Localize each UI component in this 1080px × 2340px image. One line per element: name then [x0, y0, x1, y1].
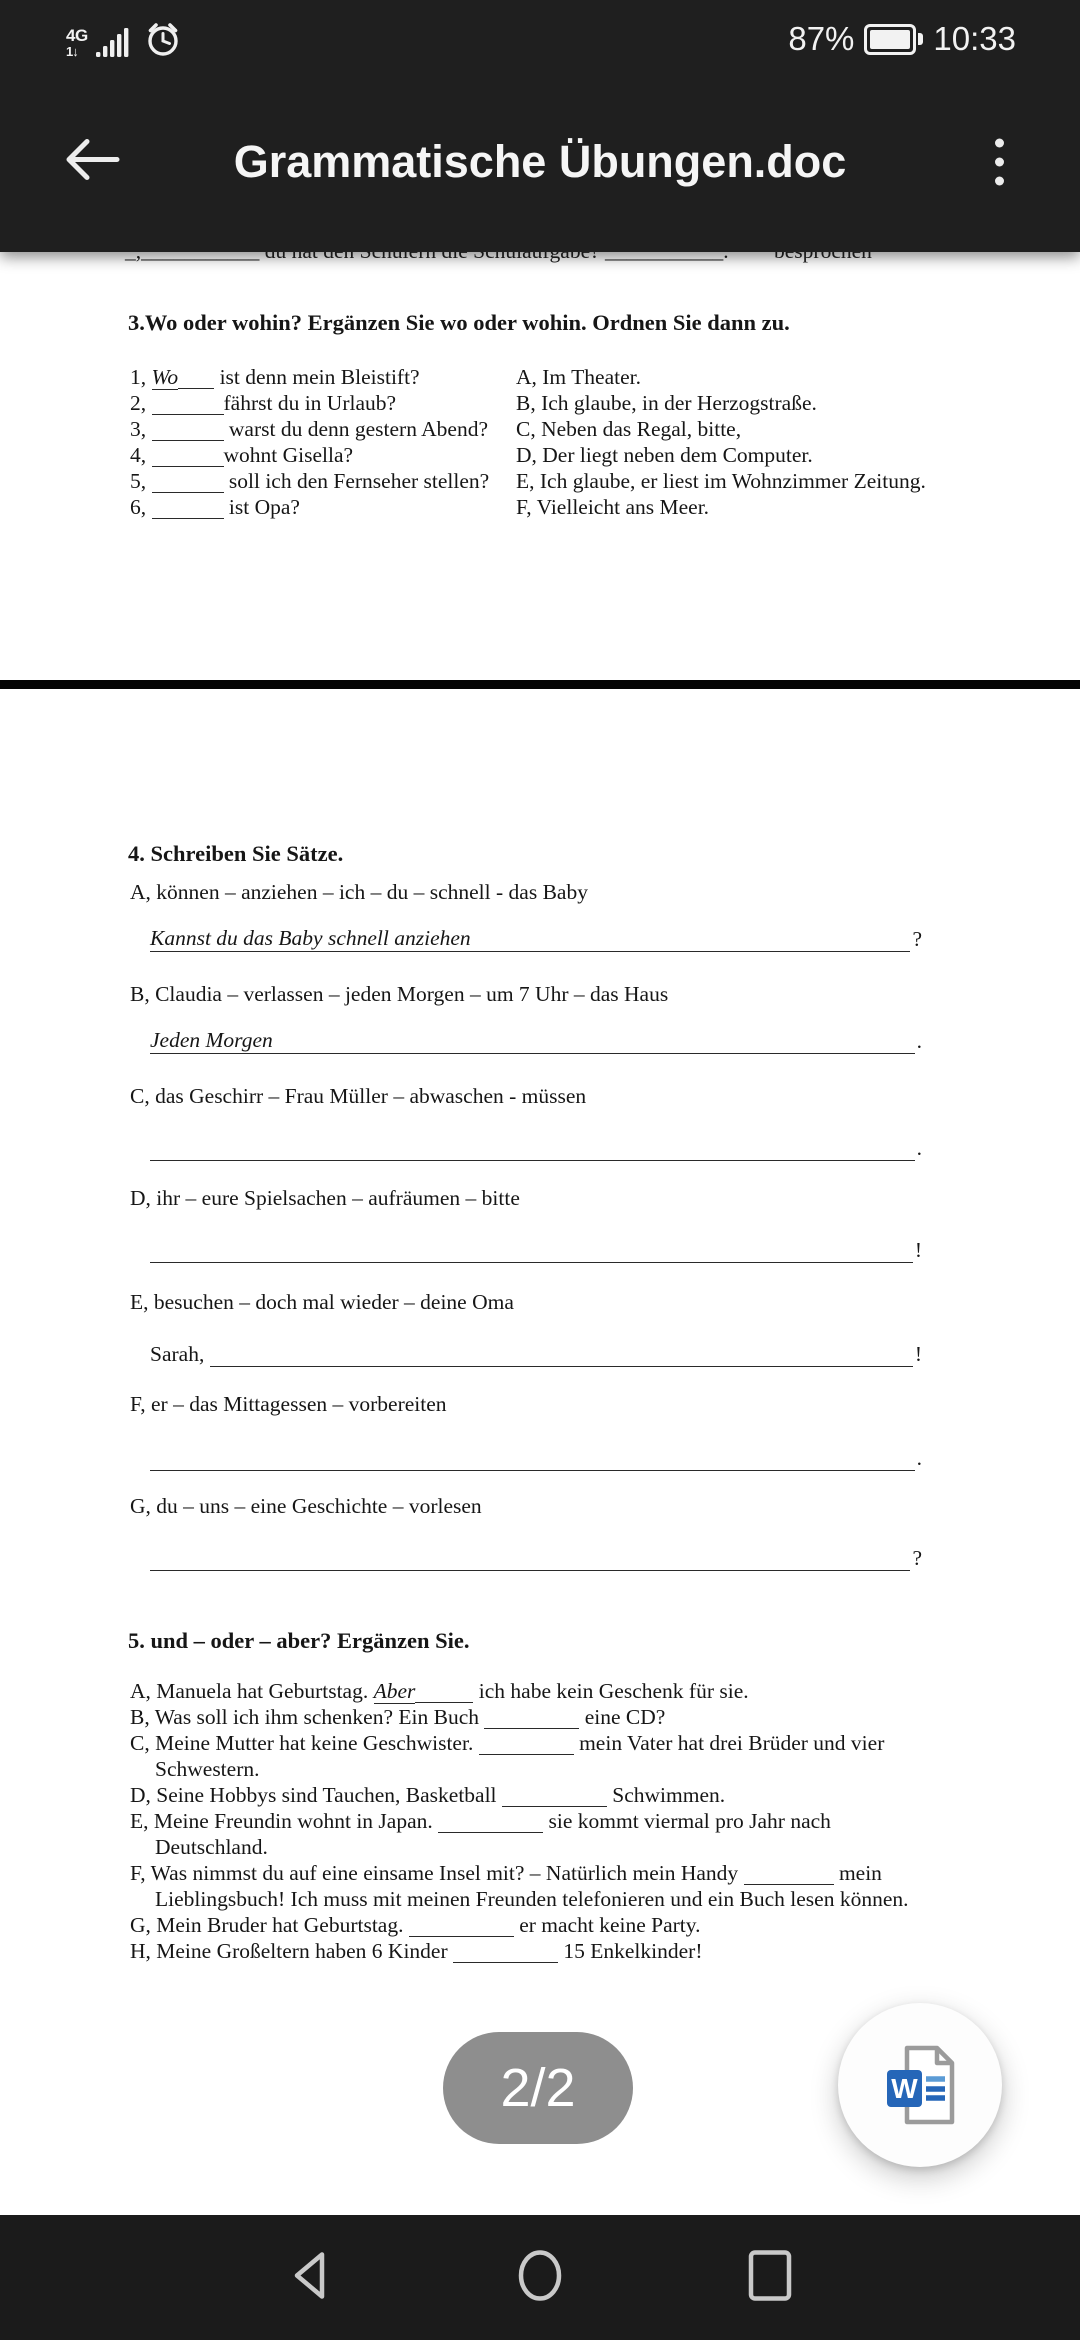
sentence-item: [0, 1186, 1080, 1270]
handwritten-answer: Aber: [373, 1679, 416, 1703]
handwritten-answer: Kannst du das Baby schnell anziehen: [150, 926, 471, 950]
section3-question-list: [130, 364, 489, 520]
section3-heading: 3.Wo oder wohin? Ergänzen Sie wo oder wohin. Ordnen Sie dann zu.: [128, 310, 790, 335]
menu-dot: [995, 157, 1004, 166]
page-indicator: [443, 2032, 633, 2144]
battery-percent-label: 87%: [788, 20, 855, 57]
sentence-item: [0, 1290, 1080, 1374]
fill-in-line: G, Mein Bruder hat Geburtstag. er macht keine Party.: [130, 1913, 701, 1937]
answer-write-line: [150, 926, 922, 952]
answer-write-line: [150, 1028, 922, 1054]
navigation-bar: [0, 2215, 1080, 2340]
question-row: 2, fährst du in Urlaub?: [130, 391, 397, 415]
nav-home-button[interactable]: [515, 2247, 565, 2308]
blank-line: [273, 1046, 915, 1054]
fill-in-line: C, Meine Mutter hat keine Geschwister. mein Vater hat drei Brüder und vier: [130, 1731, 885, 1755]
blank-line: [210, 1359, 913, 1367]
blank-line: [152, 475, 224, 493]
fill-in-line: Lieblingsbuch! Ich muss mit meinen Freunden telefonieren und ein Buch lesen können.: [155, 1887, 909, 1911]
battery-icon: [864, 24, 923, 55]
fill-in-line: B, Was soll ich ihm schenken? Ein Buch eine CD?: [130, 1705, 666, 1729]
sentence-prompt: G, du – uns – eine Geschichte – vorlesen: [130, 1494, 482, 1518]
clock-label: 10:33: [933, 20, 1016, 57]
open-in-word-fab[interactable]: [838, 2003, 1002, 2167]
blank-line: [744, 1867, 834, 1885]
answer-row: E, Ich glaube, er liest im Wohnzimmer Zeitung.: [516, 469, 926, 493]
menu-dot: [995, 138, 1004, 147]
question-row: 6, ist Opa?: [130, 495, 300, 519]
answer-row: D, Der liegt neben dem Computer.: [516, 443, 813, 467]
section5-heading: 5. und – oder – aber? Ergänzen Sie.: [128, 1628, 470, 1653]
clipped-text-line: [0, 252, 1080, 265]
answer-punctuation: .: [916, 1029, 922, 1053]
question-row: 3, warst du denn gestern Abend?: [130, 417, 488, 441]
answer-punctuation: .: [916, 1136, 922, 1160]
section5-line-list: [130, 1678, 909, 1964]
signal-strength-icon: [96, 27, 130, 58]
nav-back-button[interactable]: [286, 2248, 334, 2307]
sentence-prompt: B, Claudia – verlassen – jeden Morgen – um 7 Uhr – das Haus: [130, 982, 669, 1006]
question-row: 1, Wo ist denn mein Bleistift?: [130, 365, 420, 389]
blank-line: [152, 501, 224, 519]
sentence-item: [0, 1494, 1080, 1578]
answer-punctuation: !: [914, 1342, 922, 1366]
fill-in-line: Deutschland.: [155, 1835, 268, 1859]
network-type-label: 4G: [66, 26, 88, 45]
answer-row: F, Vielleicht ans Meer.: [516, 495, 710, 519]
blank-line: [453, 1945, 558, 1963]
status-right-cluster: [788, 20, 1016, 58]
fill-in-line: Schwestern.: [155, 1757, 260, 1781]
blank-line: [438, 1815, 543, 1833]
blank-line: [150, 1463, 915, 1471]
app-header: [0, 0, 1080, 252]
answer-row: A, Im Theater.: [516, 365, 641, 389]
recents-square-icon: [745, 2247, 795, 2303]
answer-write-line: [150, 1546, 922, 1571]
blank-line: [152, 423, 224, 441]
blank-line: [152, 397, 224, 415]
overflow-menu-button[interactable]: [985, 124, 1014, 199]
sentence-item: [0, 982, 1080, 1066]
network-type-indicator: [66, 27, 88, 58]
sentence-prompt: A, können – anziehen – ich – du – schnell - das Baby: [130, 880, 588, 904]
fill-in-line: H, Meine Großeltern haben 6 Kinder 15 Enkelkinder!: [130, 1939, 703, 1963]
blank-line: [502, 1789, 607, 1807]
answer-punctuation: .: [916, 1446, 922, 1470]
word-letter: W: [891, 2073, 918, 2104]
sentence-item: [0, 1392, 1080, 1476]
answer-write-line: [150, 1136, 922, 1161]
blank-line: [178, 371, 214, 389]
blank-line: [415, 1685, 473, 1703]
answer-row: B, Ich glaube, in der Herzogstraße.: [516, 391, 817, 415]
blank-line: [152, 449, 224, 467]
sim-data-arrow-label: 1↓: [66, 44, 78, 59]
blank-line: [150, 1255, 913, 1263]
status-bar: [0, 0, 1080, 66]
home-circle-icon: [515, 2247, 565, 2303]
back-arrow-icon: [62, 136, 122, 182]
nav-recents-button[interactable]: [745, 2247, 795, 2308]
menu-dot: [995, 176, 1004, 185]
question-row: 5, soll ich den Fernseher stellen?: [130, 469, 490, 493]
answer-write-line: [150, 1238, 922, 1263]
answer-row: C, Neben das Regal, bitte,: [516, 417, 742, 441]
document-title: Grammatische Übungen.doc: [233, 135, 847, 187]
handwritten-answer: Jeden Morgen: [150, 1028, 273, 1052]
status-left-cluster: [66, 20, 182, 58]
sentence-prompt: F, er – das Mittagessen – vorbereiten: [130, 1392, 447, 1416]
sentence-prompt: E, besuchen – doch mal wieder – deine Oma: [130, 1290, 514, 1314]
page-indicator-label: 2/2: [500, 2058, 576, 2118]
answer-punctuation: !: [914, 1238, 922, 1262]
answer-prefix: Sarah,: [150, 1342, 210, 1366]
answer-punctuation: ?: [912, 1546, 922, 1570]
alarm-icon: [144, 20, 182, 58]
blank-line: [409, 1919, 514, 1937]
app-toolbar: [0, 104, 1080, 219]
sentence-prompt: D, ihr – eure Spielsachen – aufräumen – bitte: [130, 1186, 520, 1210]
sentence-item: [0, 880, 1080, 964]
document-viewer[interactable]: [0, 252, 1080, 2215]
back-triangle-icon: [286, 2248, 334, 2302]
fill-in-line: A, Manuela hat Geburtstag. Aber ich habe kein Geschenk für sie.: [130, 1679, 749, 1703]
handwritten-answer: Wo: [151, 365, 179, 389]
section4-heading: 4. Schreiben Sie Sätze.: [128, 841, 344, 866]
answer-write-line: [150, 1446, 922, 1471]
answer-punctuation: ?: [912, 927, 922, 951]
fill-in-line: E, Meine Freundin wohnt in Japan. sie kommt viermal pro Jahr nach: [130, 1809, 831, 1833]
fill-in-line: D, Seine Hobbys sind Tauchen, Basketball Schwimmen.: [130, 1783, 726, 1807]
section3-answer-list: [516, 364, 926, 520]
blank-line: [150, 1153, 915, 1161]
blank-line: [150, 1563, 910, 1571]
blank-line: [479, 1737, 574, 1755]
fill-in-line: F, Was nimmst du auf eine einsame Insel mit? – Natürlich mein Handy mein: [130, 1861, 882, 1885]
word-document-icon: [874, 2039, 966, 2131]
answer-write-line: [150, 1342, 922, 1367]
page-break-bar: [0, 680, 1080, 689]
sentence-prompt: C, das Geschirr – Frau Müller – abwaschen - müssen: [130, 1084, 587, 1108]
back-button[interactable]: [62, 136, 122, 187]
question-row: 4, wohnt Gisella?: [130, 443, 354, 467]
sentence-item: [0, 1084, 1080, 1168]
blank-line: [471, 944, 911, 952]
blank-line: [484, 1711, 579, 1729]
